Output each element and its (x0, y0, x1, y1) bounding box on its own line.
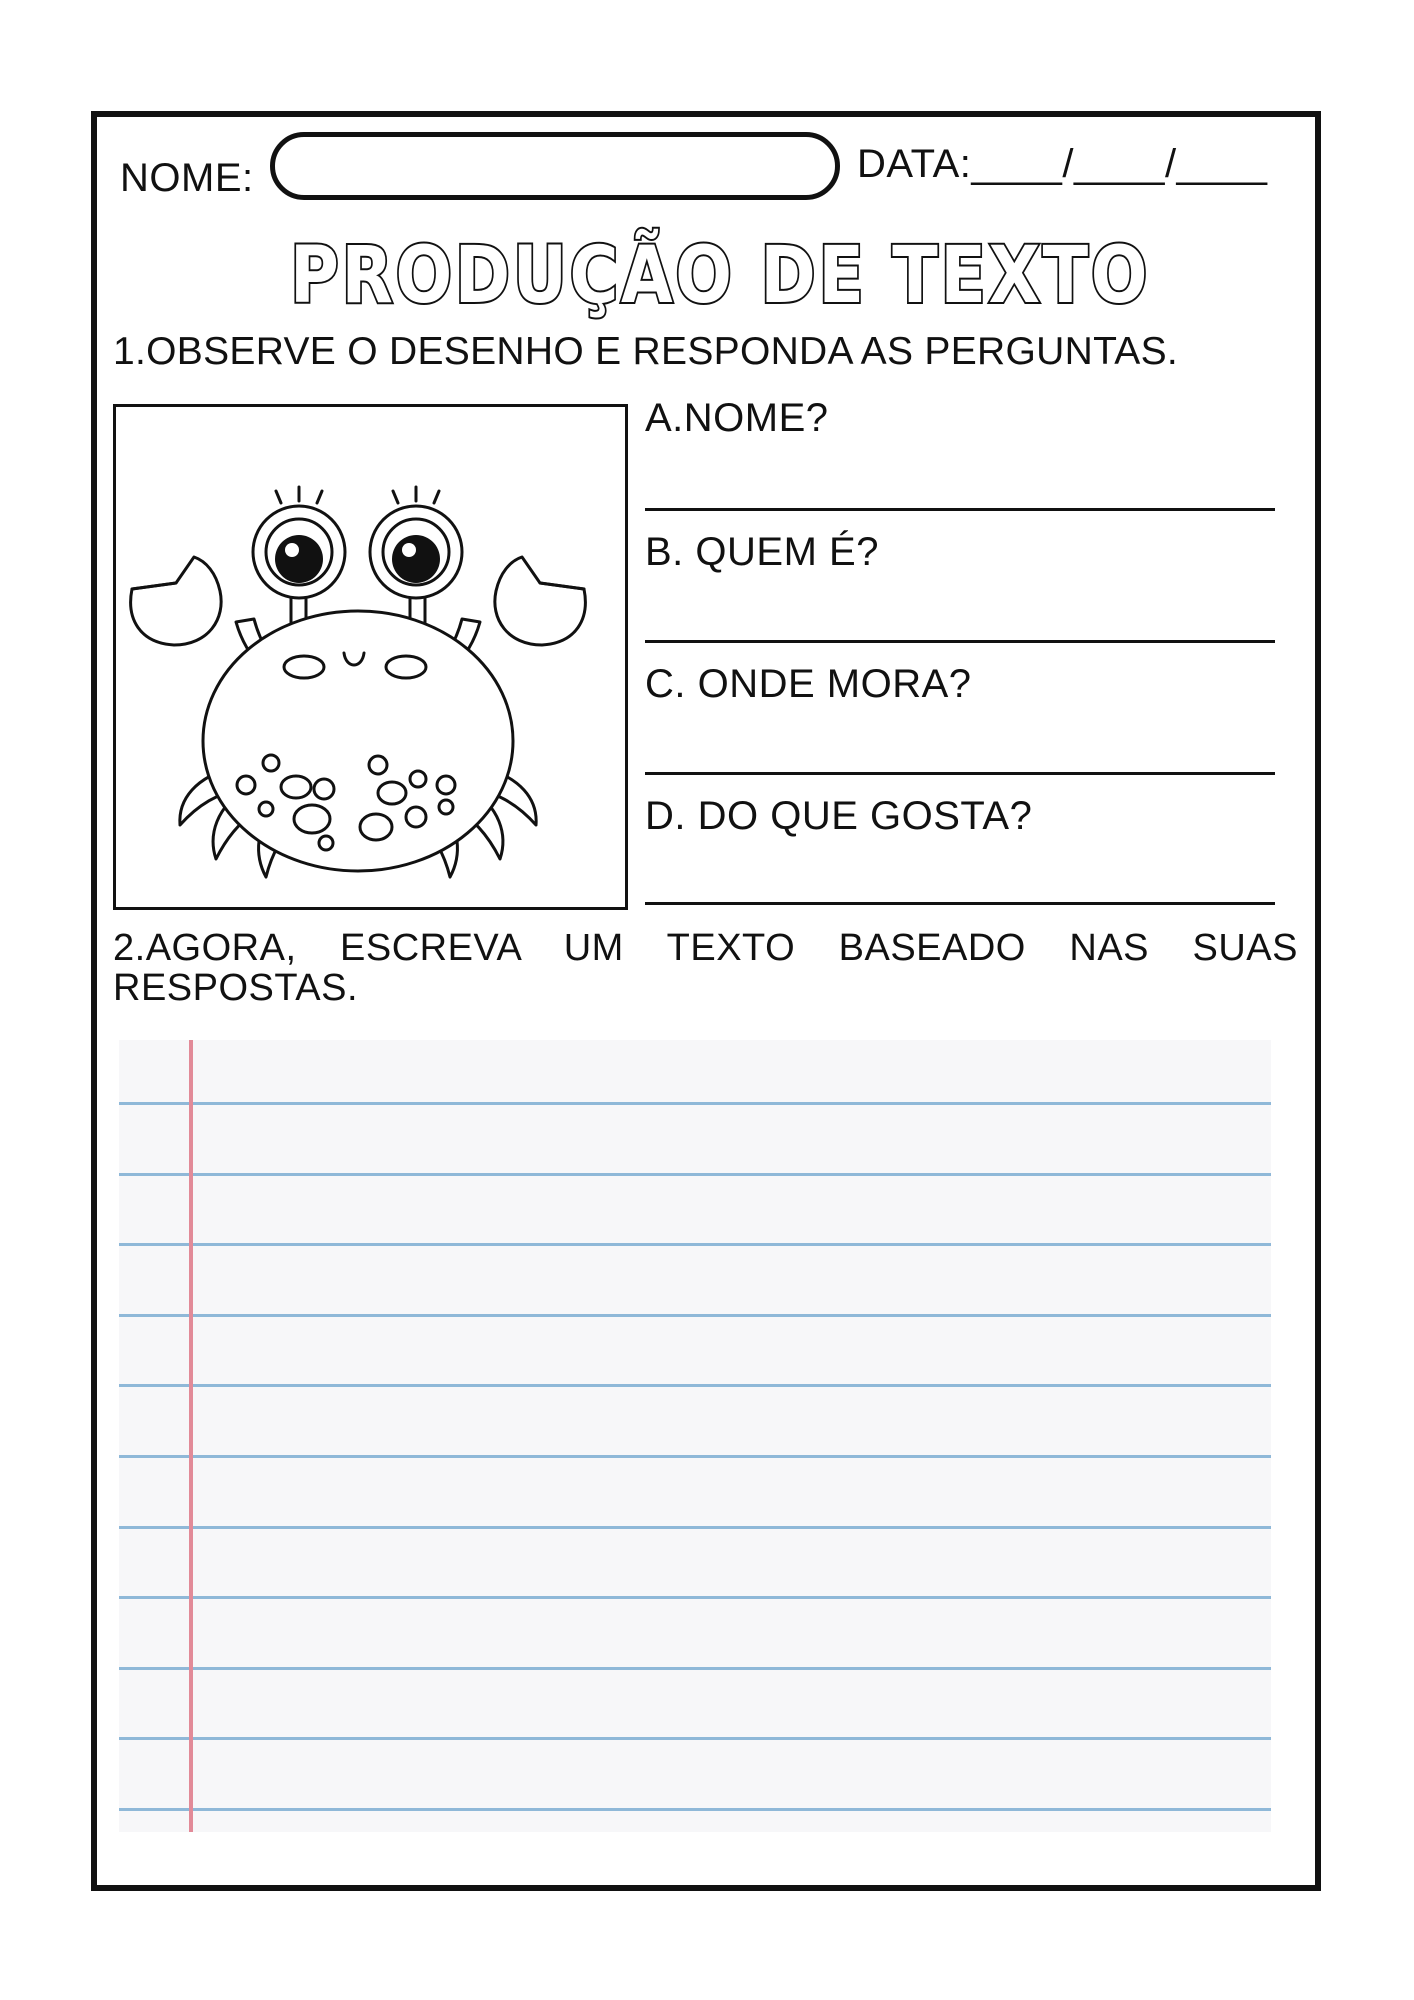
writing-area[interactable] (119, 1040, 1271, 1832)
question-2-prompt-line-2: RESPOSTAS. (113, 967, 359, 1009)
question-2-prompt-line-1: 2.AGORA, ESCREVA UM TEXTO BASEADO NAS SUAS (113, 927, 1298, 969)
crab-icon (116, 407, 625, 907)
ruled-line (119, 1314, 1271, 1317)
ruled-line (119, 1243, 1271, 1246)
answer-line-d[interactable] (645, 902, 1275, 905)
question-d-label: D. DO QUE GOSTA? (645, 794, 1033, 838)
name-label: NOME: (120, 156, 254, 200)
question-a-label: A.NOME? (645, 396, 829, 440)
page-title (280, 228, 1296, 321)
ruled-line (119, 1737, 1271, 1740)
date-label: DATA:____/____/____ (857, 142, 1268, 186)
ruled-line (119, 1596, 1271, 1599)
question-c-label: C. ONDE MORA? (645, 662, 972, 706)
question-1-prompt: 1.OBSERVE O DESENHO E RESPONDA AS PERGUNTAS. (113, 330, 1179, 373)
picture-box (113, 404, 628, 910)
ruled-line (119, 1526, 1271, 1529)
ruled-line (119, 1384, 1271, 1387)
ruled-line (119, 1808, 1271, 1811)
ruled-line (119, 1455, 1271, 1458)
name-field[interactable] (270, 132, 840, 200)
answer-line-c[interactable] (645, 772, 1275, 775)
answer-line-a[interactable] (645, 508, 1275, 511)
question-b-label: B. QUEM É? (645, 530, 879, 574)
ruled-line (119, 1667, 1271, 1670)
page-title-text: PRODUÇÃO DE TEXTO (290, 231, 1296, 321)
answer-line-b[interactable] (645, 640, 1275, 643)
margin-line (189, 1040, 193, 1832)
ruled-line (119, 1173, 1271, 1176)
ruled-line (119, 1102, 1271, 1105)
